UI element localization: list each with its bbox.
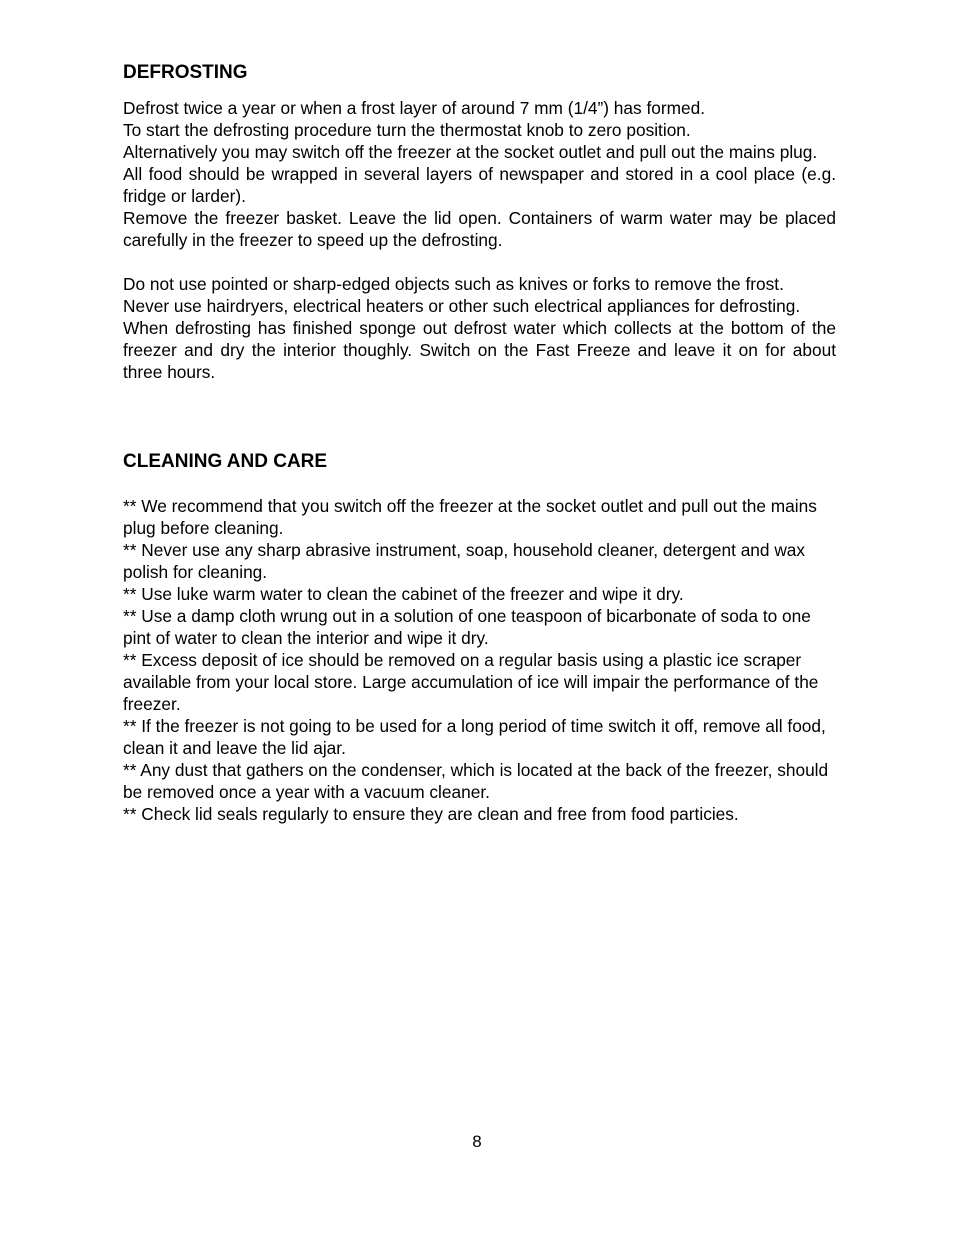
- page-content: [123, 60, 836, 825]
- cleaning-item: ** Any dust that gathers on the condenser, which is located at the back of the freezer, should be removed once a year with a vacuum cleaner.: [123, 760, 829, 802]
- cleaning-item: ** If the freezer is not going to be used for a long period of time switch it off, remove all food, clean it and leave the lid ajar.: [123, 716, 826, 758]
- defrosting-heading: DEFROSTING: [123, 62, 248, 83]
- defrosting-paragraph: Defrost twice a year or when a frost layer of around 7 mm (1/4”) has formed.: [123, 98, 706, 118]
- paragraph-spacer: [123, 251, 836, 273]
- defrosting-paragraph: Alternatively you may switch off the freezer at the socket outlet and pull out the mains plug.: [123, 142, 818, 162]
- page-number: 8: [472, 1132, 482, 1151]
- defrosting-paragraph: All food should be wrapped in several layers of newspaper and stored in a cool place (e.g. fridge or larder).: [123, 164, 836, 206]
- heading-spacer: [123, 475, 836, 495]
- cleaning-item: ** Use a damp cloth wrung out in a solution of one teaspoon of bicarbonate of soda to one pint of water to clean the interior and wipe it dry.: [123, 606, 811, 648]
- defrosting-paragraph: Remove the freezer basket. Leave the lid open. Containers of warm water may be placed carefully in the freezer to speed up the defrosting.: [123, 208, 836, 250]
- defrosting-warning-paragraph: Do not use pointed or sharp-edged objects such as knives or forks to remove the frost.: [123, 274, 784, 294]
- cleaning-heading: CLEANING AND CARE: [123, 451, 328, 472]
- cleaning-item: ** We recommend that you switch off the freezer at the socket outlet and pull out the mains plug before cleaning.: [123, 496, 817, 538]
- cleaning-item: ** Use luke warm water to clean the cabinet of the freezer and wipe it dry.: [123, 584, 684, 604]
- defrosting-warning-paragraph: When defrosting has finished sponge out defrost water which collects at the bottom of the freezer and dry the interior thoughly. Switch on the Fast Freeze and leave it on for about three hours.: [123, 318, 836, 382]
- defrosting-paragraph: To start the defrosting procedure turn the thermostat knob to zero position.: [123, 120, 691, 140]
- cleaning-item: ** Never use any sharp abrasive instrument, soap, household cleaner, detergent and wax polish for cleaning.: [123, 540, 806, 582]
- defrosting-warning-paragraph: Never use hairdryers, electrical heaters or other such electrical appliances for defrosting.: [123, 296, 801, 316]
- cleaning-item: ** Check lid seals regularly to ensure they are clean and free from food particies.: [123, 804, 739, 824]
- section-spacer: [123, 383, 836, 449]
- cleaning-item: ** Excess deposit of ice should be removed on a regular basis using a plastic ice scraper available from your local store. Large accumulation of ice will impair the performance of the freezer.: [123, 650, 819, 714]
